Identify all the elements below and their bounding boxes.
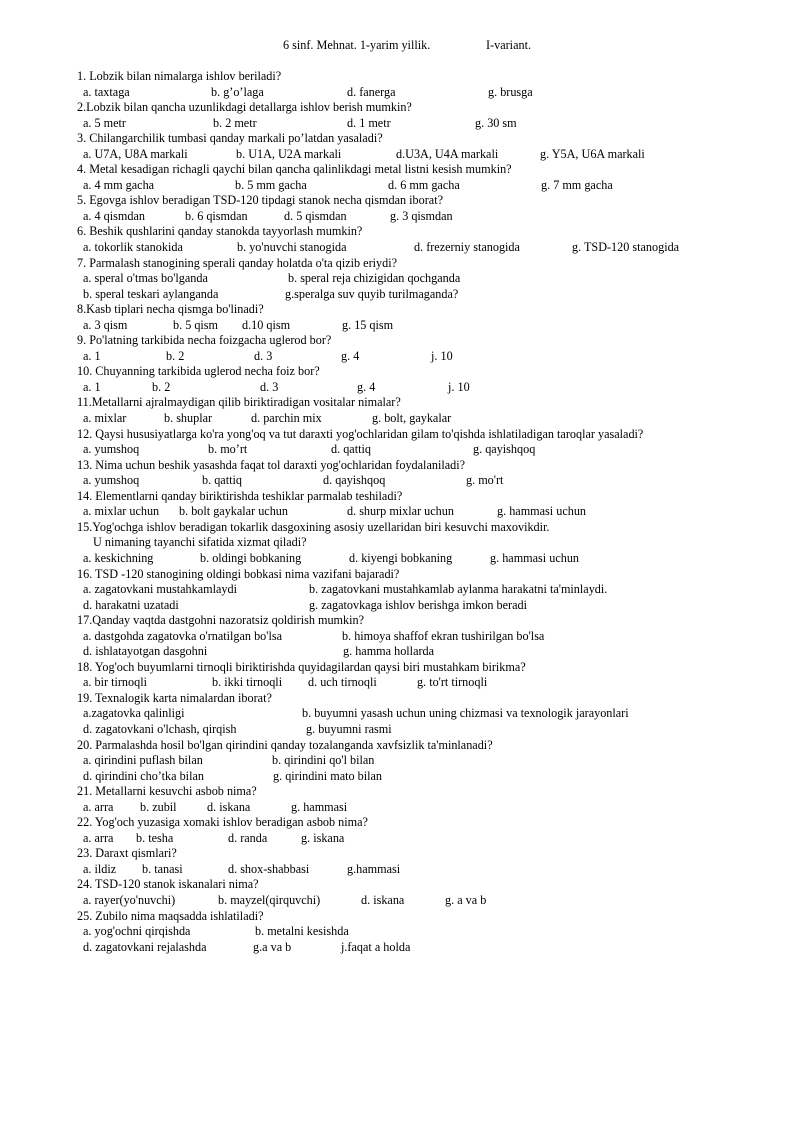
answer-option: g.speralga suv quyib turilmaganda? [285,286,459,301]
answer-option: a. speral o'tmas bo'lganda [83,271,208,286]
answer-option: b. himoya shaffof ekran tushirilgan bo'lsa [342,628,545,643]
answer-option: b. 5 qism [173,317,219,332]
answer-option: g. buyumni rasmi [306,721,392,736]
answer-options [77,862,777,878]
answer-option: g. 15 qism [342,317,394,332]
answer-options [77,769,777,785]
answer-options [77,582,777,598]
answer-option: a. ildiz [83,861,117,876]
answer-options [77,271,777,287]
answer-option: a. 1 [83,379,101,394]
answer-options [77,831,777,847]
answer-option: g. 30 sm [475,115,517,130]
question-text: 22. Yog'och yuzasiga xomaki ishlov beradigan asbob nima? [77,815,368,830]
answer-option: a. 4 mm gacha [83,177,155,192]
answer-options [77,753,777,769]
answer-options [77,800,777,816]
answer-options [77,940,777,956]
question-text: 4. Metal kesadigan richagli qaychi bilan qancha qalinlikdagi metal listni kesish mumkin? [77,162,512,177]
answer-option: a. taxtaga [83,84,130,99]
answer-option: d. harakatni uzatadi [83,597,179,612]
answer-option: a. rayer(yo'nuvchi) [83,892,176,907]
question-text: 20. Parmalashda hosil bo'lgan qirindini qanday tozalanganda xavfsizlik ta'minlanadi? [77,737,493,752]
answer-option: g. hammasi uchun [490,550,580,565]
answer-option: b. qirindini qo'l bilan [272,753,375,768]
answer-option: a. yog'ochni qirqishda [83,924,191,939]
answer-options [77,178,777,194]
answer-options [77,147,777,163]
question-text: 17.Qanday vaqtda dastgohni nazoratsiz qoldirish mumkin? [77,613,365,628]
answer-options [77,240,777,256]
answer-option: b. qattiq [202,473,242,488]
answer-option: a. U7A, U8A markali [83,146,188,161]
answer-option: a. arra [83,799,114,814]
answer-option: b. 2 metr [213,115,257,130]
answer-options [77,349,777,365]
answer-option: g. qirindini mato bilan [273,768,382,783]
answer-options [77,504,777,520]
answer-option: a. keskichning [83,550,154,565]
answer-options [77,411,777,427]
answer-options [77,893,777,909]
answer-option: b. U1A, U2A markali [236,146,342,161]
answer-option: g. bolt, gaykalar [372,411,452,426]
question-text: 14. Elementlarni qanday biriktirishda teshiklar parmalab teshiladi? [77,488,403,503]
answer-option: d. shox-shabbasi [228,861,310,876]
answer-option: g. mo'rt [466,473,504,488]
question-text: 24. TSD-120 stanok iskanalari nima? [77,877,259,892]
answer-options [77,629,777,645]
answer-option: b. g’o’laga [211,84,264,99]
question-text: 6. Beshik qushlarini qanday stanokda tayyorlash mumkin? [77,224,363,239]
answer-option: d. qirindini cho’tka bilan [83,768,204,783]
answer-options [77,380,777,396]
answer-option: b. shuplar [164,411,213,426]
question-text: 21. Metallarni kesuvchi asbob nima? [77,784,257,799]
answer-option: b. 2 [152,379,171,394]
answer-option: b. mayzel(qirquvchi) [218,892,321,907]
answer-option: a. 5 metr [83,115,126,130]
answer-options [77,209,777,225]
answer-option: a. zagatovkani mustahkamlaydi [83,582,237,597]
answer-option: g. to'rt tirnoqli [417,675,488,690]
answer-options [77,116,777,132]
test-title: 6 sinf. Mehnat. 1-yarim yillik. [283,38,431,52]
answer-option: b. speral reja chizigidan qochganda [288,271,461,286]
answer-option: d.10 qism [242,317,291,332]
answer-option: d. randa [228,830,268,845]
answer-option: d. parchin mix [251,411,322,426]
answer-options [77,473,777,489]
answer-option: g. hamma hollarda [343,644,435,659]
answer-option: a. tokorlik stanokida [83,240,183,255]
answer-options [77,598,777,614]
answer-option: b. 2 [166,348,185,363]
answer-option: a. 4 qismdan [83,208,145,223]
answer-options [77,287,777,303]
answer-options [77,706,777,722]
answer-option: a. mixlar uchun [83,504,160,519]
answer-option: d. zagatovkani rejalashda [83,939,207,954]
answer-option: d. fanerga [347,84,396,99]
answer-option: g. qayishqoq [473,442,536,457]
answer-option: a. arra [83,830,114,845]
answer-option: b. ikki tirnoqli [212,675,283,690]
answer-option: d. zagatovkani o'lchash, qirqish [83,721,237,736]
answer-option: g. a va b [445,892,487,907]
question-text: 13. Nima uchun beshik yasashda faqat tol daraxti yog'ochlaridan foydalaniladi? [77,457,466,472]
answer-option: b. buyumni yasash uchun uning chizmasi va texnologik jarayonlari [302,706,629,721]
answer-option: b. zubil [140,799,177,814]
answer-option: a. 3 qism [83,317,128,332]
answer-option: b. 5 mm gacha [235,177,307,192]
answer-options [77,644,777,660]
question-text: 16. TSD -120 stanogining oldingi bobkasi nima vazifani bajaradi? [77,566,400,581]
answer-option: b. oldingi bobkaning [200,550,302,565]
answer-option: g. iskana [301,830,345,845]
answer-option: a. 1 [83,348,101,363]
answer-option: d. uch tirnoqli [308,675,377,690]
answer-options [77,924,777,940]
answer-option: d. 1 metr [347,115,391,130]
answer-option: g. 3 qismdan [390,208,453,223]
answer-option: g. zagatovkaga ishlov berishga imkon beradi [309,597,527,612]
question-text: 9. Po'latning tarkibida necha foizgacha uglerod bor? [77,333,332,348]
answer-option: d. iskana [361,892,405,907]
answer-option: a. mixlar [83,411,127,426]
answer-option: g.a va b [253,939,292,954]
answer-option: a. bir tirnoqli [83,675,147,690]
answer-options [77,551,777,567]
answer-option: d. iskana [207,799,251,814]
question-text: 1. Lobzik bilan nimalarga ishlov beriladi? [77,69,282,83]
answer-option: g. hammasi [291,799,348,814]
answer-option: a.zagatovka qalinligi [83,706,185,721]
answer-options [77,85,777,101]
answer-option: g. 4 [357,379,376,394]
answer-option: d. shurp mixlar uchun [347,504,454,519]
answer-option: d. kiyengi bobkaning [349,550,453,565]
question-text: 11.Metallarni ajralmaydigan qilib biriktiradigan vositalar nimalar? [77,395,401,410]
question-text: 3. Chilangarchilik tumbasi qanday markali po’latdan yasaladi? [77,131,383,146]
question-list [77,69,777,955]
answer-option: j. 10 [431,348,453,363]
answer-option: a. yumshoq [83,473,140,488]
question-text: 10. Chuyanning tarkibida uglerod necha foiz bor? [77,364,320,379]
answer-option: d. frezerniy stanogida [414,240,520,255]
answer-options [77,722,777,738]
question-text: 23. Daraxt qismlari? [77,846,177,861]
answer-options [77,442,777,458]
answer-option: d. qayishqoq [323,473,386,488]
answer-option: d.U3A, U4A markali [396,146,499,161]
question-text: 5. Egovga ishlov beradigan TSD-120 tipdagi stanok necha qismdan iborat? [77,193,443,208]
question-text: 25. Zubilo nima maqsadda ishlatiladi? [77,908,264,923]
question-text: 19. Texnalogik karta nimalardan iborat? [77,690,272,705]
question-text: 8.Kasb tiplari necha qismga bo'linadi? [77,302,264,317]
answer-option: a. yumshoq [83,442,140,457]
answer-option: b. zagatovkani mustahkamlab aylanma harakatni ta'minlaydi. [309,582,608,597]
answer-option: d. 6 mm gacha [388,177,460,192]
test-variant: I-variant. [486,38,532,52]
question-text: 15.Yog'ochga ishlov beradigan tokarlik dasgoxining asosiy uzellaridan biri kesuvchi maxovikdir. [77,519,550,534]
question-text: 12. Qaysi hususiyatlarga ko'ra yong'oq va tut daraxti yog'ochlaridan gilam to'qishda ishlatiladigan taroqlar yasaladi? [77,426,644,441]
answer-option: g. Y5A, U6A markali [540,146,645,161]
answer-option: b. metalni kesishda [255,924,349,939]
answer-option: g. brusga [488,84,533,99]
answer-option: b. tanasi [142,861,183,876]
answer-option: g. TSD-120 stanogida [572,240,680,255]
answer-option: j.faqat a holda [341,939,411,954]
answer-options [77,318,777,334]
answer-option: b. tesha [136,830,174,845]
answer-option: b. mo’rt [208,442,248,457]
answer-option: d. 3 [254,348,273,363]
answer-option: j. 10 [448,379,470,394]
answer-option: g. 7 mm gacha [541,177,613,192]
answer-option: b. bolt gaykalar uchun [179,504,288,519]
answer-option: b. yo'nuvchi stanogida [237,240,347,255]
question-text: 7. Parmalash stanogining sperali qanday holatda o'ta qizib eriydi? [77,255,397,270]
answer-option: d. 3 [260,379,279,394]
question-text: 18. Yog'och buyumlarni tirnoqli biriktirishda quyidagilardan qaysi biri mustahkam birikma? [77,659,526,674]
answer-option: b. 6 qismdan [185,208,248,223]
answer-options [77,675,777,691]
answer-option: a. dastgohda zagatovka o'rnatilgan bo'lsa [83,628,282,643]
question-text-continued: U nimaning tayanchi sifatida xizmat qiladi? [93,535,307,550]
answer-option: d. ishlatayotgan dasgohni [83,644,208,659]
question-text: 2.Lobzik bilan qancha uzunlikdagi detallarga ishlov berish mumkin? [77,100,412,115]
answer-option: b. speral teskari aylanganda [83,286,219,301]
answer-option: g. 4 [341,348,360,363]
answer-option: d. qattiq [331,442,371,457]
answer-option: a. qirindini puflash bilan [83,753,203,768]
answer-option: d. 5 qismdan [284,208,347,223]
answer-option: g. hammasi uchun [497,504,587,519]
answer-option: g.hammasi [347,861,401,876]
